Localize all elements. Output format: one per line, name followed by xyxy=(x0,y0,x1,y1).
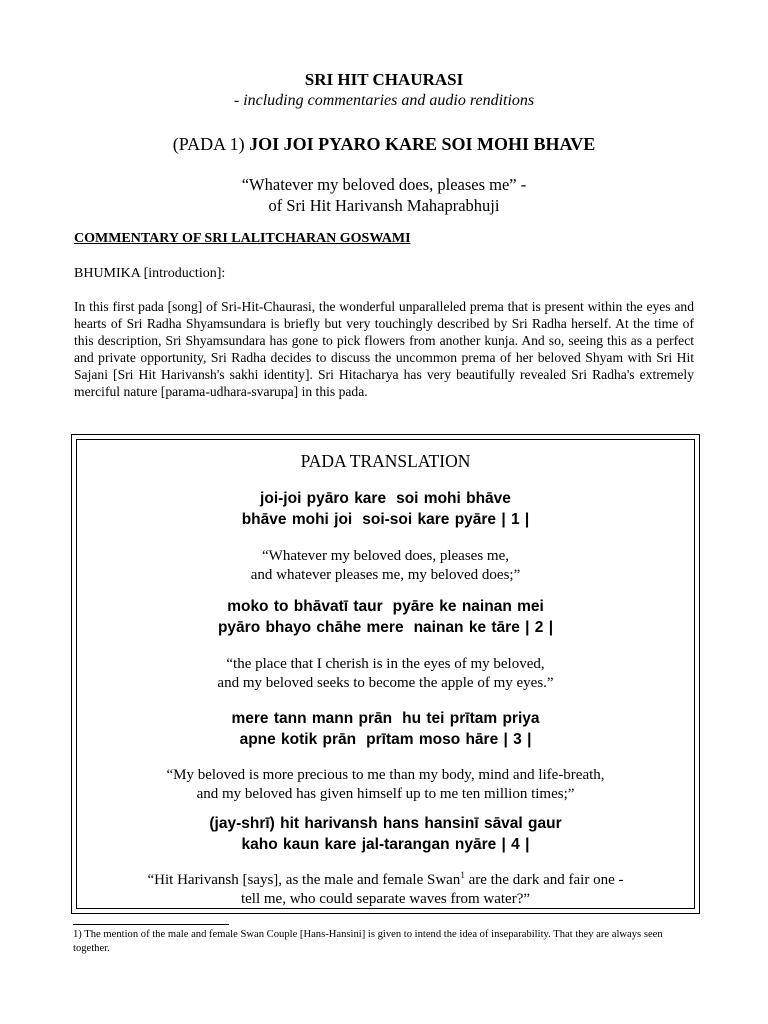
verse-1-line-2: bhāve mohi joi soi-soi kare pyāre | 1 | xyxy=(241,511,530,528)
verse-2 xyxy=(77,596,694,638)
pada-translation-inner-frame xyxy=(76,439,695,909)
pada-quote-line2: of Sri Hit Harivansh Mahaprabhuji xyxy=(268,196,500,215)
footnote-marker[interactable]: 1 xyxy=(460,870,465,880)
verse-4-translation: “Hit Harivansh [says], as the male and female Swan$^1$ are the dark and fair one - tell me, who could separate waves from water?” xyxy=(147,870,624,907)
bhumika-label: BHUMIKA [introduction]: xyxy=(74,266,226,281)
pada-translation-box xyxy=(71,434,700,914)
verse-2-translation: “the place that I cherish is in the eyes of my beloved, and my beloved seeks to become the apple of my eyes.” xyxy=(217,656,554,691)
verse-1-translation: “Whatever my beloved does, pleases me, and whatever pleases me, my beloved does;” xyxy=(250,548,521,583)
commentary-heading: COMMENTARY OF SRI LALITCHARAN GOSWAMI xyxy=(74,231,411,246)
verse-2-line-1: moko to bhāvatī taur pyāre ke nainan mei xyxy=(227,598,544,615)
verse-3-translation: “My beloved is more precious to me than my body, mind and life-breath, and my beloved has given himself up to me ten million times;” xyxy=(166,767,605,802)
pada-number: (PADA 1) xyxy=(172,134,245,154)
verse-2-line-2: pyāro bhayo chāhe mere nainan ke tāre | 2 | xyxy=(217,619,554,636)
pada-quote xyxy=(0,174,768,216)
verse-3-line-2: apne kotik prān prītam moso hāre | 3 | xyxy=(239,731,532,748)
pada-translation-title: PADA TRANSLATION xyxy=(300,451,471,471)
verse-3-line-1: mere tann mann prān hu tei prītam priya xyxy=(231,710,540,727)
verse-1-line-1: joi-joi pyāro kare soi mohi bhāve xyxy=(260,490,511,507)
pada-title: JOI JOI PYARO KARE SOI MOHI BHAVE xyxy=(249,134,596,154)
verse-4-line-2: kaho kaun kare jal-tarangan nyāre | 4 | xyxy=(241,836,530,853)
footnote: 1) The mention of the male and female Swan Couple [Hans-Hansini] is given to intend the idea of inseparability. That they are always seen together. xyxy=(73,929,663,954)
pada-heading xyxy=(0,134,768,155)
document-subtitle: - including commentaries and audio renditions xyxy=(233,92,535,109)
verse-1 xyxy=(77,488,694,530)
pada-quote-line1: “Whatever my beloved does, pleases me” - xyxy=(241,175,527,194)
document-title: SRI HIT CHAURASI xyxy=(304,70,464,89)
verse-3 xyxy=(77,708,694,750)
intro-paragraph: In this first pada [song] of Sri-Hit-Chaurasi, the wonderful unparalleled prema that is present within the eyes and hearts of Sri Radha Shyamsundara is briefly but very touchingly described by Sri Radha herself. At the time of this description, Sri Shyamsundara has gone to pick flowers from another kunja. And so, seeing this as a perfect and private opportunity, Sri Radha decides to discuss the uncommon prema of her beloved Shyam with Sri Hit Sajani [Sri Hit Harivansh's sakhi identity]. Sri Hitacharya has very beautifully revealed Sri Radha's extremely merciful nature [parama-udhara-svarupa] in this pada. xyxy=(74,299,694,399)
footnote-divider xyxy=(73,924,229,925)
verse-4-line-1: (jay-shrī) hit harivansh hans hansinī sāval gaur xyxy=(209,815,562,832)
verse-4 xyxy=(77,813,694,855)
